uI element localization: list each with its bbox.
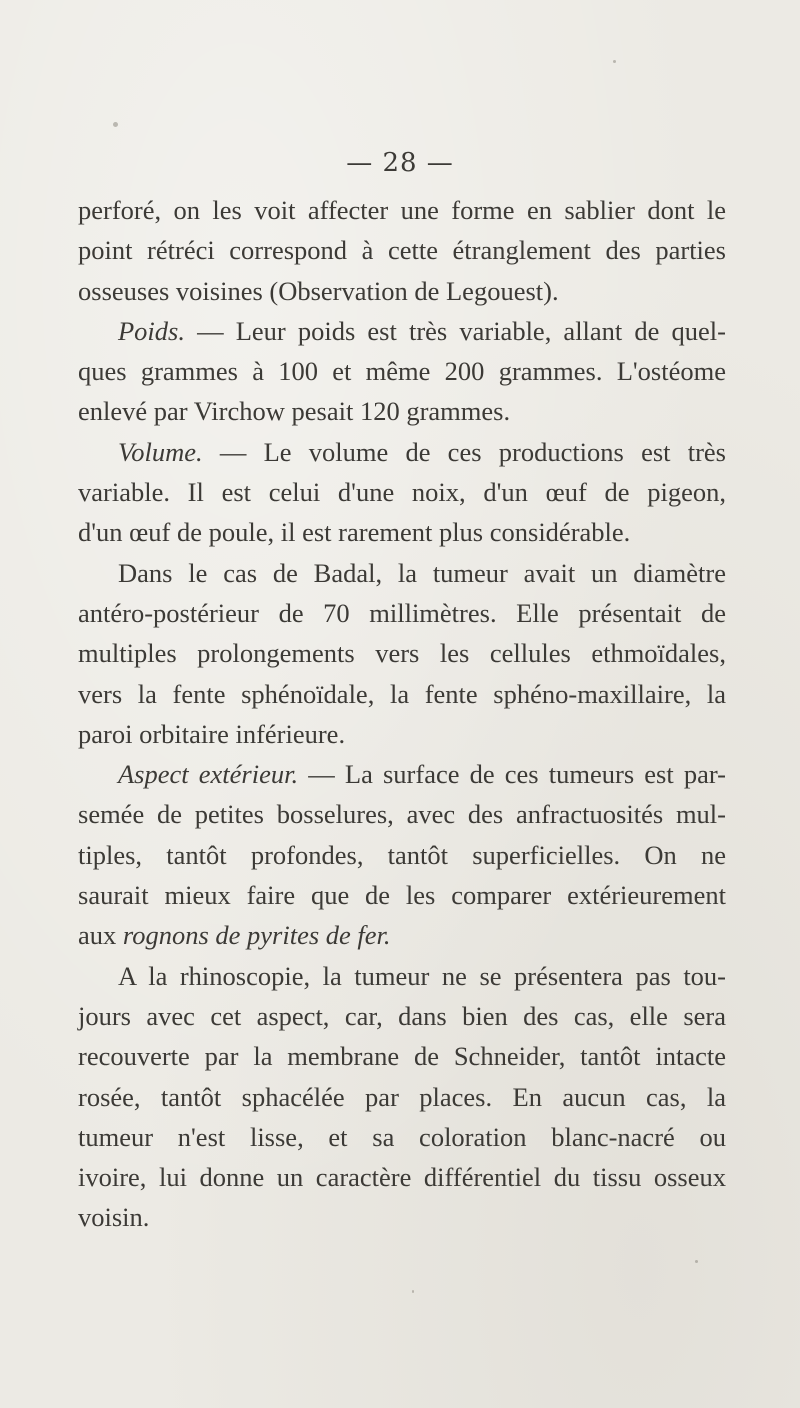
text-run: variable. Il est celui d'une noix, d'un œuf de pigeon, [78, 477, 726, 508]
text-run: paroi orbitaire inférieure. [78, 718, 346, 749]
text-line [78, 230, 726, 270]
italic-text: Poids. [118, 315, 185, 346]
text-run: recouverte par la membrane de Schneider, tantôt intacte [78, 1041, 726, 1072]
text-run: rosée, tantôt sphacélée par places. En aucun cas, la [78, 1081, 726, 1112]
text-line [78, 391, 726, 431]
text-line [78, 1117, 726, 1157]
text-line [78, 794, 726, 834]
text-run: point rétréci correspond à cette étranglement des parties [78, 235, 726, 266]
text-run: voisin. [78, 1202, 150, 1233]
text-line [78, 875, 726, 915]
text-run: tumeur n'est lisse, et sa coloration blanc-nacré ou [78, 1121, 726, 1152]
text-run: semée de petites bosselures, avec des anfractuosités mul- [78, 799, 726, 830]
text-line [78, 593, 726, 633]
italic-text: rognons de pyrites de fer. [122, 920, 391, 951]
text-run: multiples prolongements vers les cellules ethmoïdales, [78, 638, 726, 669]
text-run: d'un œuf de poule, il est rarement plus considérable. [78, 517, 631, 548]
text-line [78, 835, 726, 875]
text-line [78, 1077, 726, 1117]
text-line [78, 311, 726, 351]
text-run: perforé, on les voit affecter une forme en sablier dont le [78, 195, 726, 225]
text-run: — Leur poids est très variable, allant de quel- [185, 315, 726, 346]
page-number: — 28 — [346, 148, 454, 178]
text-line [78, 1036, 726, 1076]
italic-text: Aspect extérieur. [118, 759, 299, 790]
text-run: antéro-postérieur de 70 millimètres. Elle présentait de [78, 597, 726, 628]
text-run: ivoire, lui donne un caractère différentiel du tissu osseux [78, 1162, 726, 1193]
text-line [78, 271, 726, 311]
text-run: vers la fente sphénoïdale, la fente sphéno-maxillaire, la [78, 678, 726, 709]
text-run: aux [78, 920, 123, 951]
text-line [78, 714, 726, 754]
text-line [78, 915, 726, 955]
text-run: — La surface de ces tumeurs est par- [298, 759, 726, 790]
text-line [78, 956, 726, 996]
text-run: saurait mieux faire que de les comparer extérieurement [78, 880, 726, 911]
text-run: — Le volume de ces productions est très [202, 436, 726, 467]
italic-text: Volume. [118, 436, 203, 467]
text-line [78, 996, 726, 1036]
text-run: jours avec cet aspect, car, dans bien des cas, elle sera [78, 1000, 726, 1031]
text-run: enlevé par Virchow pesait 120 grammes. [78, 396, 511, 427]
body-text [78, 190, 726, 1238]
text-run: osseuses voisines (Observation de Legouest). [78, 275, 559, 306]
text-run: ques grammes à 100 et même 200 grammes. L'ostéome [78, 356, 726, 387]
text-line [78, 351, 726, 391]
paper-speck [412, 1290, 414, 1293]
paper-speck [613, 60, 616, 63]
text-run: tiples, tantôt profondes, tantôt superficielles. On ne [78, 839, 726, 870]
paper-speck [113, 122, 118, 127]
text-line [78, 432, 726, 472]
text-line [78, 472, 726, 512]
text-line [78, 633, 726, 673]
text-line [78, 553, 726, 593]
text-line [78, 190, 726, 230]
text-line [78, 674, 726, 714]
text-line [78, 1197, 726, 1237]
paper-speck [695, 1260, 698, 1263]
text-run: A la rhinoscopie, la tumeur ne se présentera pas tou- [118, 960, 726, 991]
text-line [78, 754, 726, 794]
text-line [78, 512, 726, 552]
text-run: Dans le cas de Badal, la tumeur avait un diamètre [118, 557, 726, 588]
text-line [78, 1157, 726, 1197]
